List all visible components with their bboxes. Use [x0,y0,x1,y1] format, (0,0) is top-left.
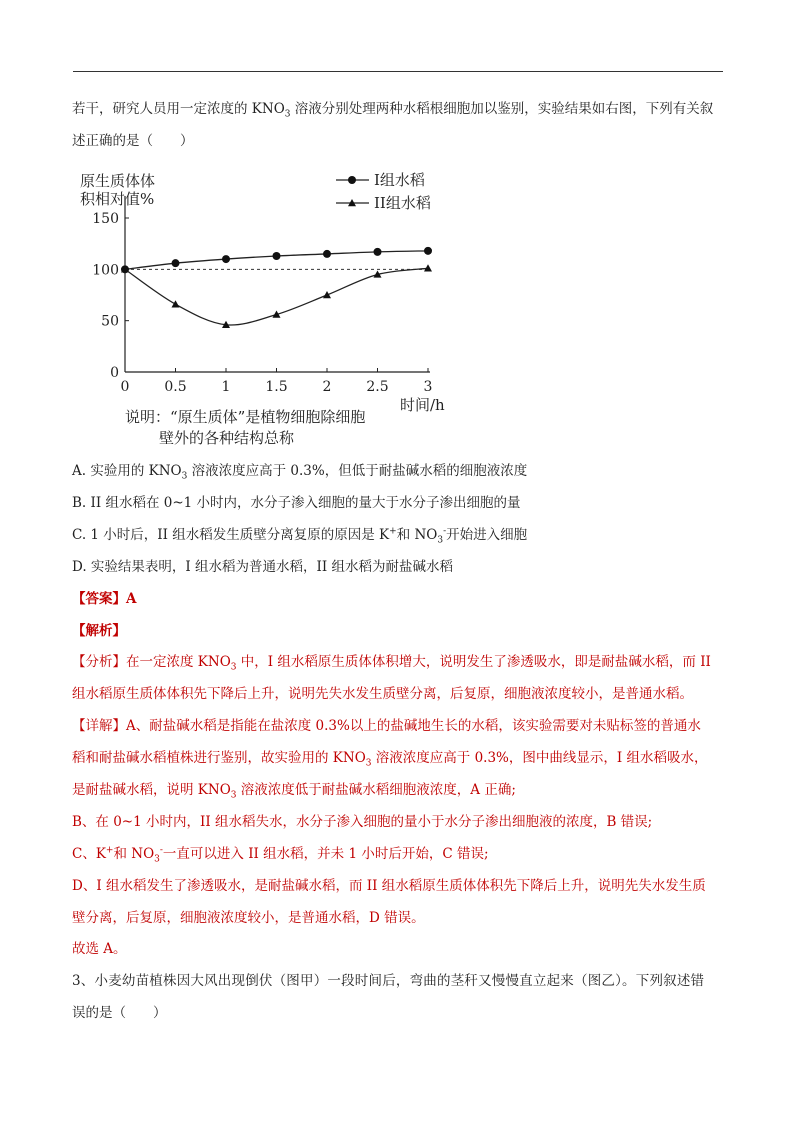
x-tick-label: 2.5 [366,379,389,395]
option-a[interactable]: A. 实验用的 $KNO_3$ 溶液浓度应高于 0.3%，但低于耐盐碱水稻的细胞液浓度 [72,463,528,482]
header-rule [73,71,723,72]
conclusion: 故选 A。 [72,941,127,957]
series-1-point [374,248,382,256]
series-2-point [172,300,180,307]
explain-c: C、K+和 $NO_3^-$一直可以进入 II 组水稻，并未 1 小时后开始，C 错误; [72,845,489,865]
question-intro-line2: 述正确的是（ ） [72,133,194,149]
y-tick-label: 50 [101,313,119,330]
next-question-line2: 误的是（ ） [72,1005,167,1021]
series-1-point [424,247,432,255]
series-1-point [172,259,180,267]
x-axis-label: 时间/h [400,396,445,414]
fenxi-line2: 组水稻原生质体体积先下降后上升，说明先失水发生质壁分离，后复原，细胞液浓度较小，是普通水稻。 [72,686,693,702]
answer-label: 【答案】A [72,591,137,607]
xiangjie-line1: 【详解】A、耐盐碱水稻是指能在盐浓度 0.3%以上的盐碱地生长的水稻，该实验需要对未贴标签的普通水 [72,718,701,734]
fenxi-line1: 【分析】在一定浓度 $KNO_3$ 中，I 组水稻原生质体体积增大，说明发生了渗透吸水，即是耐盐碱水稻，而 II [72,654,711,673]
xiangjie-line2: 稻和耐盐碱水稻植株进行鉴别，故实验用的 $KNO_3$ 溶液浓度应高于 0.3%，图中曲线显示，I 组水稻吸水， [72,750,708,769]
next-question-line1: 3、小麦幼苗植株因大风出现倒伏（图甲）一段时间后，弯曲的茎秆又慢慢直立起来（图乙）。下列叙述错 [72,973,705,989]
series-2-point [424,264,432,271]
option-b[interactable]: B. II 组水稻在 0~1 小时内，水分子渗入细胞的量大于水分子渗出细胞的量 [72,495,521,511]
legend-label-1: I组水稻 [374,171,425,189]
x-tick-label: 0 [120,379,130,395]
chart-note-line2: 壁外的各种结构总称 [159,429,295,447]
y-axis-label-line1: 原生质体体 [80,172,156,190]
y-tick-label: 0 [110,365,119,381]
analysis-label: 【解析】 [72,623,126,639]
explain-d-line2: 壁分离，后复原，细胞液浓度较小，是普通水稻，D 错误。 [72,910,425,926]
protoplast-volume-chart [78,168,445,448]
y-axis-label-line2: 积相对值% [80,190,155,208]
series-1-point [273,252,281,260]
option-c[interactable]: C. 1 小时后，II 组水稻发生质壁分离复原的原因是 K+和 $NO_3^-$开始进入细胞 [72,526,528,546]
explain-d-line1: D、I 组水稻发生了渗透吸水，是耐盐碱水稻，而 II 组水稻原生质体体积先下降后上升，说明先失水发生质 [72,878,706,894]
x-tick-label: 1.5 [265,379,288,395]
legend-marker-circle [348,176,356,184]
x-tick-label: 3 [423,379,433,395]
y-tick-label: 100 [92,262,119,279]
series-1-point [323,250,331,258]
series-2-point [323,291,331,298]
option-d[interactable]: D. 实验结果表明，I 组水稻为普通水稻，II 组水稻为耐盐碱水稻 [72,559,454,575]
x-tick-label: 2 [322,379,332,395]
y-tick-label: 150 [92,211,119,227]
x-tick-label: 0.5 [164,379,187,395]
series-1-point [222,255,230,263]
legend-label-2: II组水稻 [374,194,431,212]
xiangjie-line3: 是耐盐碱水稻，说明 $KNO_3$ 溶液浓度低于耐盐碱水稻细胞液浓度，A 正确; [72,782,516,801]
question-intro-line1: 若干，研究人员用一定浓度的 $KNO_3$ 溶液分别处理两种水稻根细胞加以鉴别，实验结果如右图，下列有关叙 [72,101,714,120]
explain-b: B、在 0~1 小时内，II 组水稻失水，水分子渗入细胞的量小于水分子渗出细胞液的浓度，B 错误; [72,814,653,830]
chart-note-line1: 说明：“原生质体”是植物细胞除细胞 [125,408,366,426]
x-tick-label: 1 [221,379,231,395]
